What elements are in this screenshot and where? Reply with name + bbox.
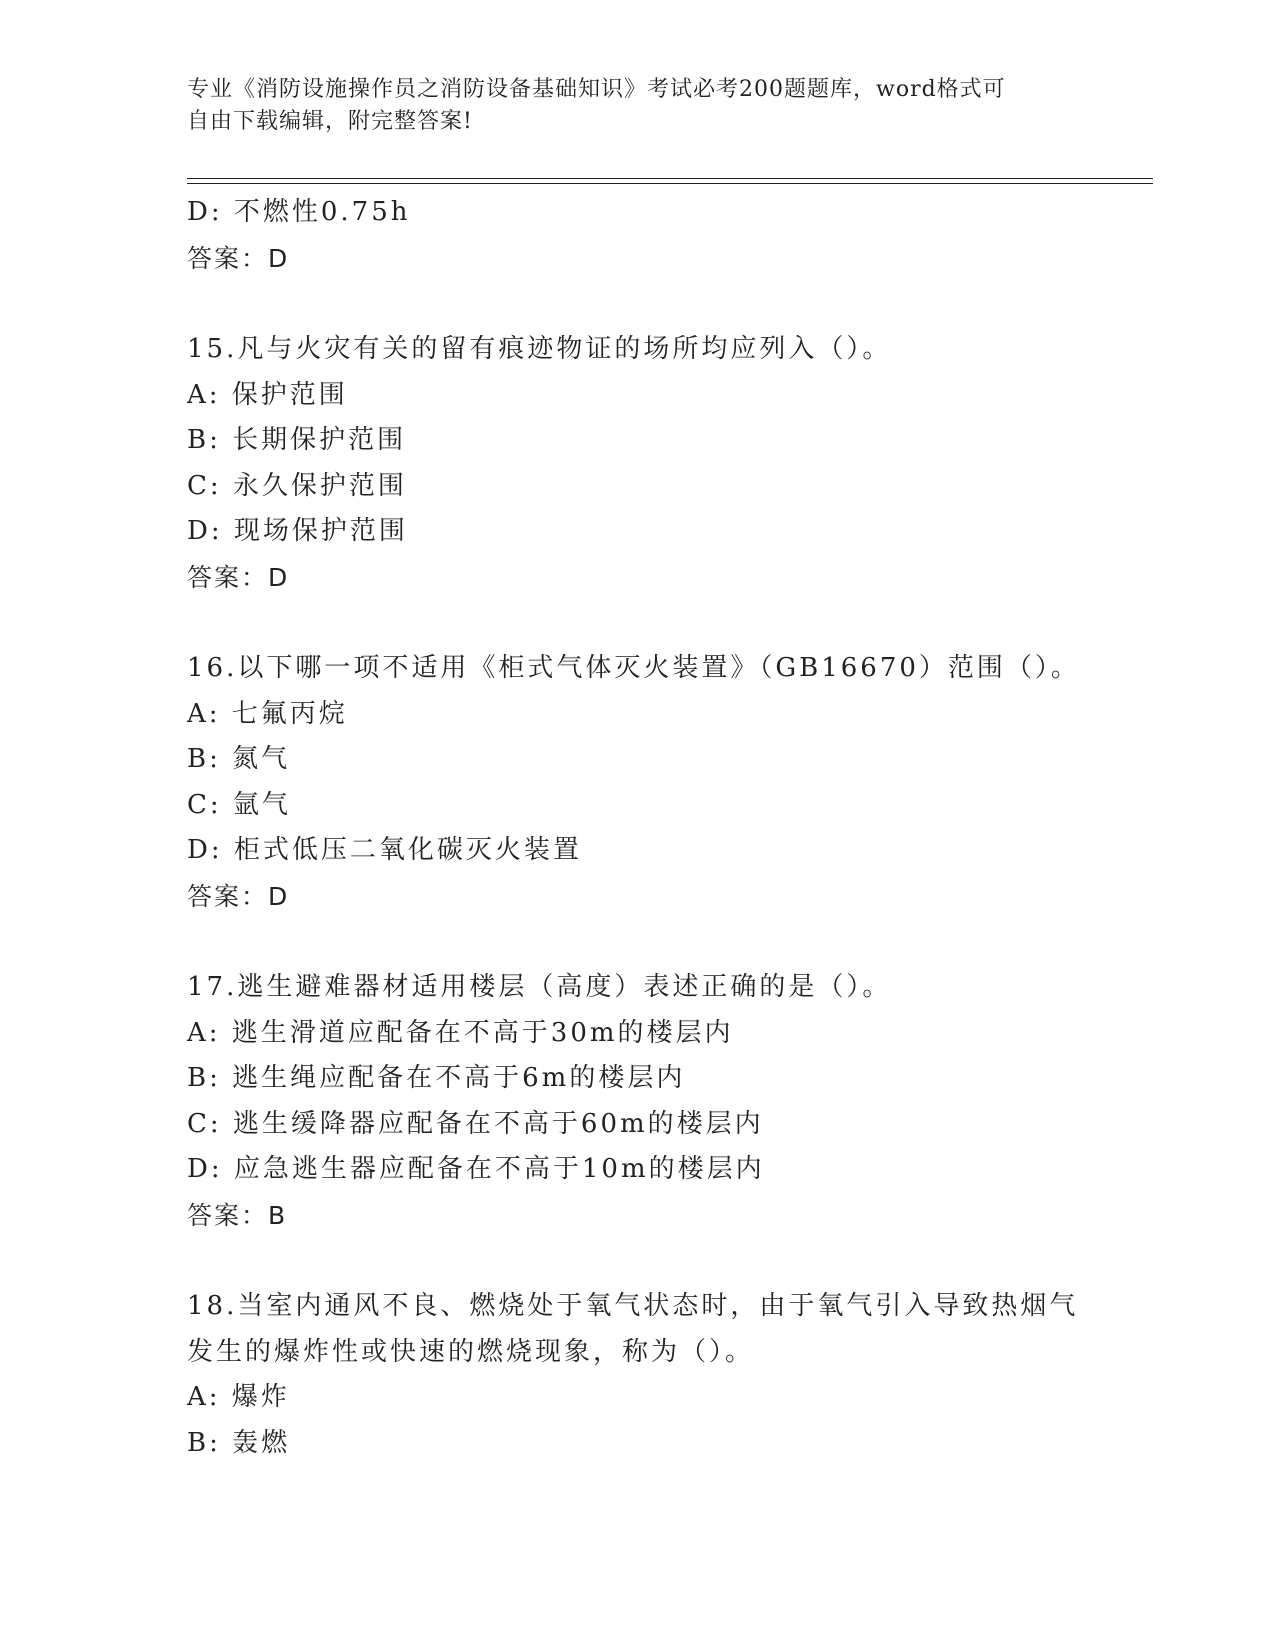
option-b: B: 氮气 bbox=[187, 744, 291, 774]
header-divider-bottom bbox=[187, 183, 1153, 184]
answer: 答案：D bbox=[187, 562, 290, 592]
option-a: A: 保护范围 bbox=[187, 379, 348, 410]
header-line-2: 自由下载编辑，附完整答案! bbox=[187, 109, 473, 134]
option-d: D: 现场保护范围 bbox=[187, 516, 408, 546]
option-a: A: 逃生滑道应配备在不高于30m的楼层内 bbox=[187, 1017, 734, 1048]
question-16 bbox=[187, 646, 1087, 919]
header-divider-top bbox=[187, 178, 1153, 179]
option-a: A: 七氟丙烷 bbox=[187, 698, 348, 729]
answer: 答案：D bbox=[187, 881, 290, 911]
spacer bbox=[187, 281, 1087, 327]
question-18 bbox=[187, 1284, 1087, 1466]
option-a: A: 爆炸 bbox=[187, 1382, 290, 1412]
option-c: C: 逃生缓降器应配备在不高于60m的楼层内 bbox=[187, 1108, 764, 1139]
spacer bbox=[187, 1238, 1087, 1284]
spacer bbox=[187, 919, 1087, 965]
answer: 答案：D bbox=[187, 243, 290, 273]
question-15 bbox=[187, 327, 1087, 600]
answer: 答案：B bbox=[187, 1200, 288, 1230]
page-content bbox=[187, 190, 1087, 1466]
question-text: 16.以下哪一项不适用《柜式气体灭火装置》（GB16670）范围（）。 bbox=[187, 653, 1080, 683]
question-text: 17.逃生避难器材适用楼层（高度）表述正确的是（）。 bbox=[187, 972, 892, 1002]
option-b: B: 轰燃 bbox=[187, 1427, 291, 1458]
option-d: D: 不燃性0.75h bbox=[187, 197, 411, 227]
option-c: C: 永久保护范围 bbox=[187, 470, 407, 501]
spacer bbox=[187, 600, 1087, 646]
question-17 bbox=[187, 965, 1087, 1238]
option-d: D: 柜式低压二氧化碳灭火装置 bbox=[187, 835, 582, 865]
option-c: C: 氩气 bbox=[187, 789, 291, 820]
question-text: 15.凡与火灾有关的留有痕迹物证的场所均应列入（）。 bbox=[187, 334, 892, 364]
question-text-line-2: 发生的爆炸性或快速的燃烧现象，称为（）。 bbox=[187, 1336, 755, 1367]
option-b: B: 长期保护范围 bbox=[187, 425, 407, 455]
option-d: D: 应急逃生器应配备在不高于10m的楼层内 bbox=[187, 1154, 765, 1184]
option-b: B: 逃生绳应配备在不高于6m的楼层内 bbox=[187, 1063, 686, 1093]
question-text-line-1: 18.当室内通风不良、燃烧处于氧气状态时，由于氧气引入导致热烟气 bbox=[187, 1291, 1079, 1321]
document-header bbox=[187, 74, 1087, 138]
header-line-1: 专业《消防设施操作员之消防设备基础知识》考试必考200题题库，word格式可 bbox=[187, 77, 1006, 102]
